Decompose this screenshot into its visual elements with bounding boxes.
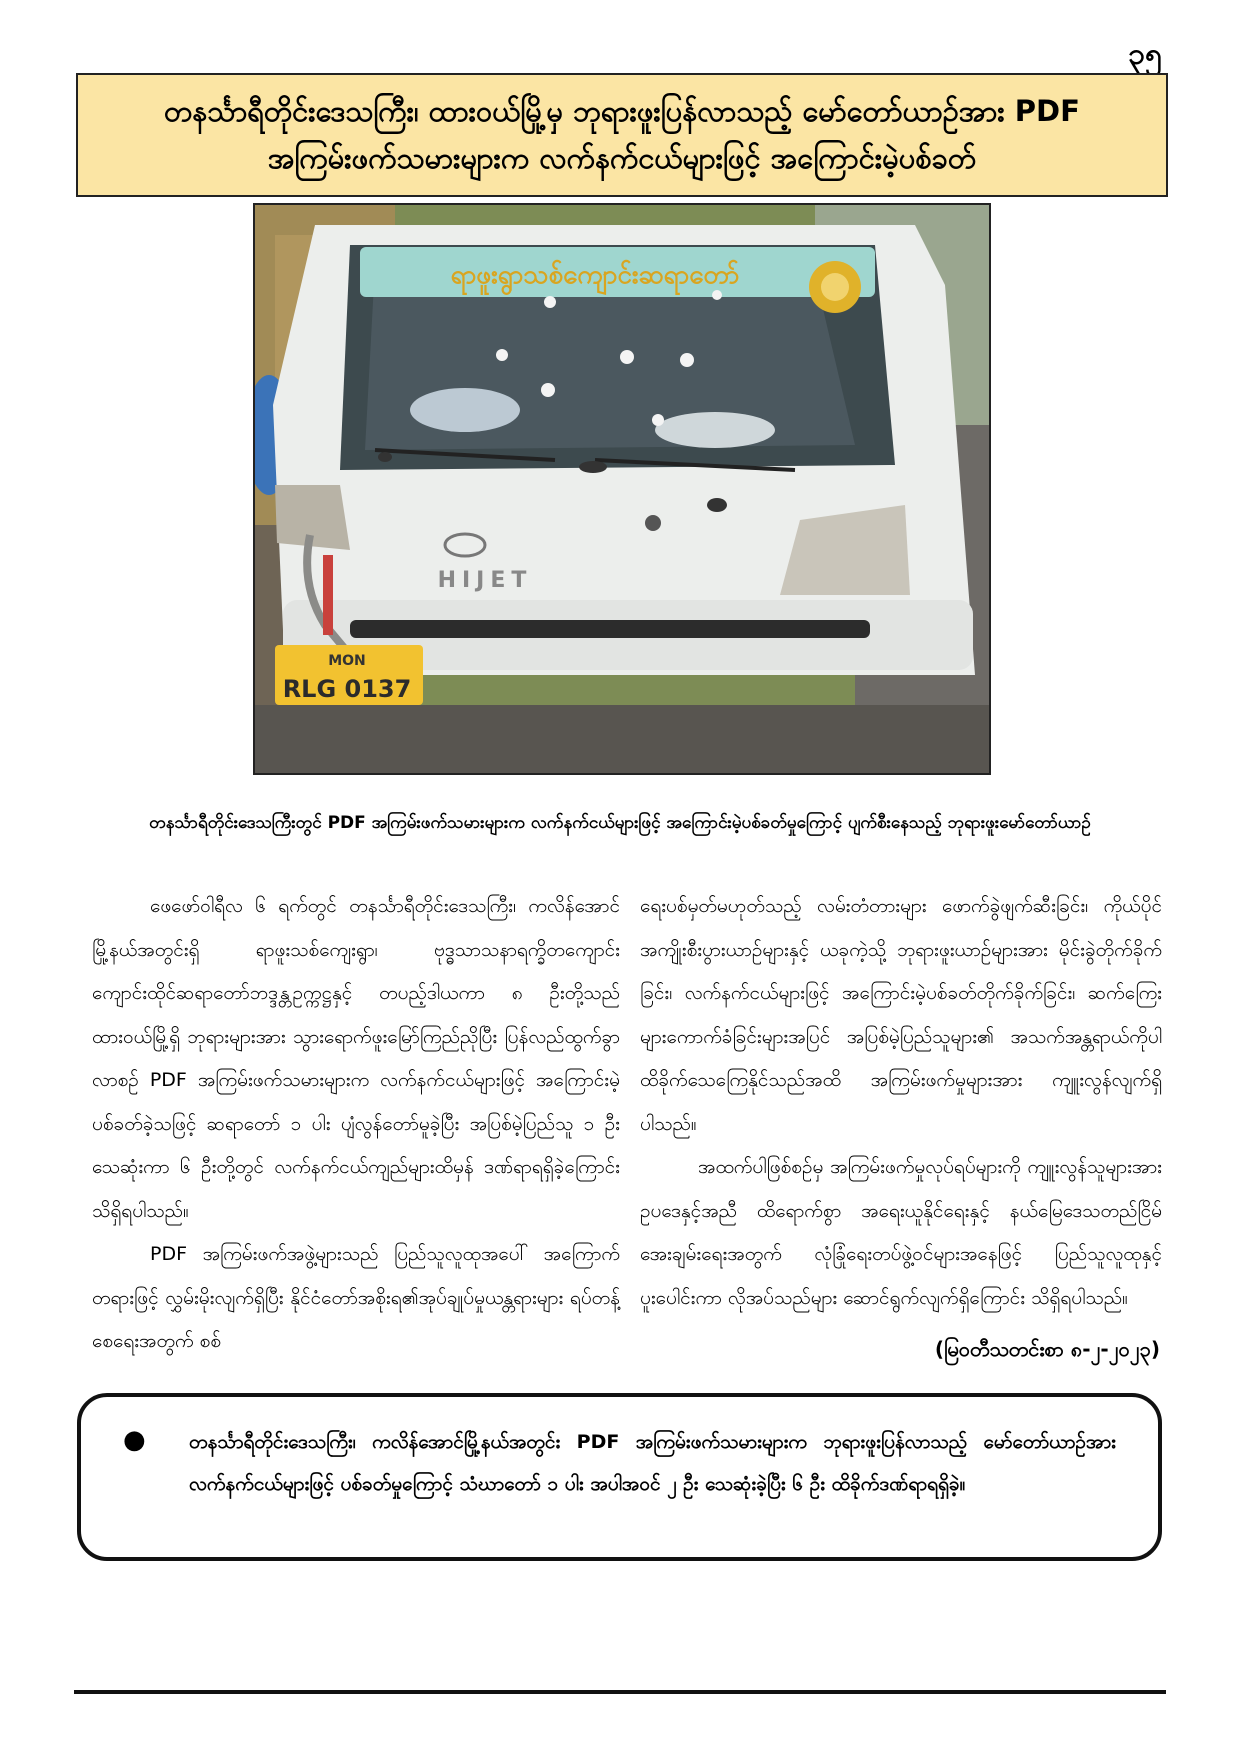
article-source: (မြဝတီသတင်းစာ ၈-၂-၂၀၂၃) bbox=[934, 1337, 1160, 1361]
banner-text: ရာဖူးရွာသစ်ကျောင်းဆရာတော် bbox=[450, 260, 740, 290]
plate-region: MON bbox=[328, 653, 366, 669]
page-number: ၃၅ bbox=[1128, 37, 1162, 72]
photo-caption: တနင်္သာရီတိုင်းဒေသကြီးတွင် PDF အကြမ်းဖက်သမားများက လက်နက်ငယ်များဖြင့် အကြောင်းမဲ့ပစ်ခတ်မှုကြောင့် ပျက်စီးနေသည့် ဘုရားဖူးမော်တော်ယာဉ် bbox=[149, 813, 1091, 833]
headline-box bbox=[76, 73, 1168, 197]
article-paragraph-continued: ရေးပစ်မှတ်မဟုတ်သည့် လမ်းတံတားများ ဖောက်ခွဲဖျက်ဆီးခြင်း၊ ကိုယ်ပိုင်အကျိုးစီးပွားယာဉ်များနှင့် ယခုကဲ့သို့ ဘုရားဖူးယာဉ်များအား မိုင်းခွဲတိုက်ခိုက်ခြင်း၊ လက်နက်ငယ်များဖြင့် အကြောင်းမဲ့ပစ်ခတ်တိုက်ခိုက်ခြင်း၊ ဆက်ကြေးများကောက်ခံခြင်းများအပြင် အပြစ်မဲ့ပြည်သူများ၏ အသက်အန္တရာယ်ကိုပါ ထိခိုက်သေကြေနိုင်သည်အထိ အကြမ်းဖက်မှုများအား ကျူးလွန်လျက်ရှိပါသည်။ bbox=[640, 895, 1162, 1135]
plate-number: RLG 0137 bbox=[282, 675, 412, 703]
article-column-right bbox=[640, 885, 1162, 1320]
article-column-left bbox=[92, 885, 620, 1364]
headline-title: တနင်္သာရီတိုင်းဒေသကြီး၊ ထားဝယ်မြို့မှ ဘုရားဖူးပြန်လာသည့် မော်တော်ယာဉ်အား PDF အကြမ်းဖက်သမားများက လက်နက်ငယ်များဖြင့် အကြောင်းမဲ့ပစ်ခတ် bbox=[164, 94, 1080, 175]
article-paragraph: ဖေဖော်ဝါရီလ ၆ ရက်တွင် တနင်္သာရီတိုင်းဒေသကြီး၊ ကလိန်အောင်မြို့နယ်အတွင်းရှိ ရာဖူးသစ်ကျေးရွာ၊ ဗုဒ္ဓသာသနာရက္ခိတကျောင်း ကျောင်းထိုင်ဆရာတော်ဘဒ္ဒန္တဥက္ကဋ္ဌနှင့် တပည့်ဒါယကာ ၈ ဦးတို့သည် ထားဝယ်မြို့ရှိ ဘုရားများအား သွားရောက်ဖူးမြော်ကြည်ညိုပြီး ပြန်လည်ထွက်ခွာလာစဉ် PDF အကြမ်းဖက်သမားများက လက်နက်ငယ်များဖြင့် အကြောင်းမဲ့ပစ်ခတ်ခဲ့သဖြင့် ဆရာတော် ၁ ပါး ပျံလွန်တော်မူခဲ့ပြီး အပြစ်မဲ့ပြည်သူ ၁ ဦး သေဆုံးကာ ၆ ဦးတို့တွင် လက်နက်ငယ်ကျည်များထိမှန် ဒဏ်ရာရရှိခဲ့ကြောင်း သိရှိရပါသည်။ bbox=[92, 895, 620, 1222]
summary-box bbox=[77, 1393, 1162, 1561]
bullet-icon: ● bbox=[123, 1425, 146, 1455]
article-paragraph: PDF အကြမ်းဖက်အဖွဲ့များသည် ပြည်သူလူထုအပေါ် အကြောက်တရားဖြင့် လွှမ်းမိုးလျက်ရှိပြီး နိုင်ငံတော်အစိုးရ၏အုပ်ချုပ်မှုယန္တရားများ ရပ်တန့်စေရေးအတွက် စစ် bbox=[92, 1243, 620, 1352]
summary-text: တနင်္သာရီတိုင်းဒေသကြီး၊ ကလိန်အောင်မြို့နယ်အတွင်း PDF အကြမ်းဖက်သမားများက ဘုရားဖူးပြန်လာသည့် မော်တော်ယာဉ်အား လက်နက်ငယ်များဖြင့် ပစ်ခတ်မှုကြောင့် သံဃာတော် ၁ ပါး အပါအဝင် ၂ ဦး သေဆုံးခဲ့ပြီး ၆ ဦး ထိခိုက်ဒဏ်ရာရရှိခဲ့။ bbox=[189, 1431, 1116, 1495]
bottom-divider bbox=[74, 1690, 1166, 1694]
hood-text: HIJET bbox=[437, 568, 533, 593]
article-paragraph: အထက်ပါဖြစ်စဉ်မှ အကြမ်းဖက်မှုလုပ်ရပ်များကို ကျူးလွန်သူများအား ဥပဒေနှင့်အညီ ထိရောက်စွာ အရေးယူနိုင်ရေးနှင့် နယ်မြေဒေသတည်ငြိမ်အေးချမ်းရေးအတွက် လုံခြုံရေးတပ်ဖွဲ့ဝင်များအနေဖြင့် ပြည်သူလူထုနှင့်ပူးပေါင်းကာ လိုအပ်သည်များ ဆောင်ရွက်လျက်ရှိကြောင်း သိရှိရပါသည်။ bbox=[640, 1156, 1162, 1309]
news-photo bbox=[253, 203, 991, 775]
